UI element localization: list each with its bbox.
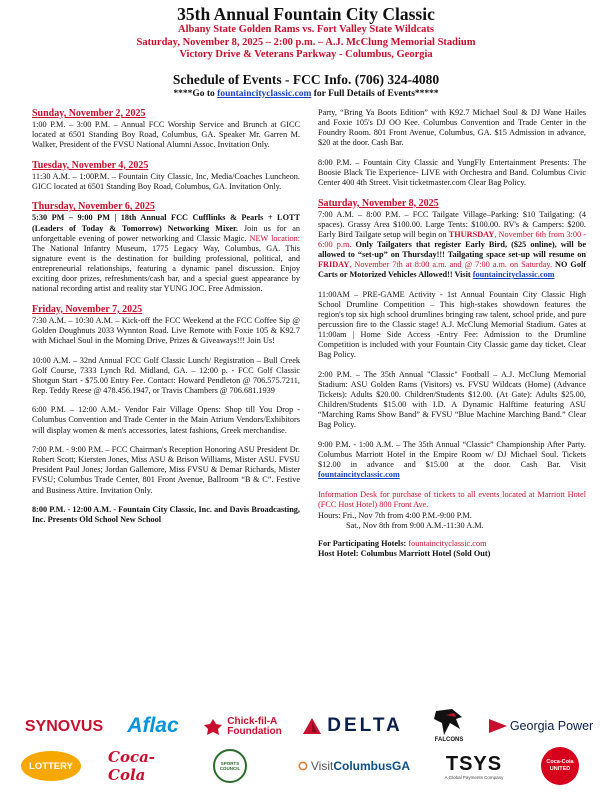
info-desk: Information Desk for purchase of tickets to all events located at Marriott Hotel (FCC Host Hotel) 800 Front Ave. <box>318 489 586 509</box>
date-line: Saturday, November 8, 2025 – 2:00 p.m. – A.J. McClung Memorial Stadium <box>136 36 476 48</box>
website-link[interactable]: fountaincityclassic.com <box>408 539 487 549</box>
delta-widget-icon <box>303 718 321 734</box>
tsys-logo: TSYS A Global Payments Company <box>444 752 504 780</box>
event-item: 8:00 P.M. - 12:00 A.M. - Fountain City Classic, Inc. and Davis Broadcasting, Inc. Presents Old School New School <box>32 505 300 525</box>
date-heading: Tuesday, November 4, 2025 <box>32 159 149 171</box>
event-item: 5:30 PM – 9:00 PM | 18th Annual FCC Cufflinks & Pearls + LOTT (Leaders of Today & Tomorrow) Networking Mixer. Join us for an unforgettable evening of power networking and Classic Magic. NEW location: The National Infantry Museum, 1775 Legacy Way, Columbus, GA. This signature event is the destination for building professional, political, and entrepreneurial relationships, featuring a dynamic panel discussion. Enjoy exciting door prizes, refreshments/cash bar, and a special guest appearance by national recording artist and reality star YUNG JOC. Free Admission. <box>32 213 300 294</box>
sports-council-logo: SPORTS COUNCIL <box>206 748 254 784</box>
falcons-logo: FALCONS <box>424 704 474 746</box>
event-item: 7:00 A.M. – 8:00 P.M. – FCC Tailgate Village–Parking: $10 Tailgating: (4 spaces). Grassy Area $100.00. Large Tents: $100.00. RV's & Campers: $200. Early Bird Tailgate setup will begin on THURSDAY, November 6th from 3:00 - 6:00 p.m. Only Tailgaters that register Early Bird, ($25 online), will be allowed to “set-up” on Thursday!!! Tailgating space set-up will resume on FRIDAY, November 7th at 8:00 a.m. and @ 7:00 a.m. on Saturday. NO Golf Carts or Motorized Vehicles Allowed!! Visit fountaincityclassic.com <box>318 209 586 280</box>
event-title: 35th Annual Fountain City Classic <box>177 4 435 24</box>
participating-hotels: For Participating Hotels: fountaincityclassic.com <box>318 539 487 549</box>
date-heading: Saturday, November 8, 2025 <box>318 197 439 209</box>
event-item: 9:00 P.M. - 1:00 A.M. – The 35th Annual “Classic” Championship After Party. Columbus Marriott Hotel in the Empire Room w/ DJ Michael Soul. Tickets $12.00 in advance and $15.00 at the door. Cash Bar. Visit fountaincityclassic.com <box>318 440 586 480</box>
venue-line: Victory Drive & Veterans Parkway - Columbus, Georgia <box>179 49 433 60</box>
falcon-icon <box>432 707 466 737</box>
chickfila-logo: Chick-fil-A Foundation <box>196 712 288 742</box>
event-item: 8:00 P.M. – Fountain City Classic and YungFly Entertainment Presents: The Boosie Black Tie Experience- LIVE with Orchestra and Band. Columbus Civic Center 400 4th Street. Visit ticketmaster.com Clear Bag Policy. <box>318 157 586 188</box>
schedule-title: Schedule of Events - FCC Info. (706) 324-4080 <box>172 71 440 87</box>
header <box>0 0 612 100</box>
right-column <box>318 108 586 698</box>
website-link[interactable]: fountaincityclassic.com <box>472 270 555 280</box>
left-column <box>32 108 300 698</box>
host-hotel: Host Hotel: Columbus Marriott Hotel (Sold Out) <box>318 549 491 559</box>
visit-columbus-logo: Visit ColumbusGA <box>298 754 410 778</box>
schedule-columns <box>32 108 586 698</box>
date-heading: Thursday, November 6, 2025 <box>32 201 155 213</box>
lottery-logo: LOTTERY <box>20 750 82 782</box>
event-item: 7:00 P.M. - 9:00 P.M. – FCC Chairman's Reception Honoring ASU President Dr. Robert Scott; Kiersten Jones, Miss ASU & Brison Williams, Mister ASU. FVSU President Paul Jones; Jordan Gallemore, Miss FVSU & Demar Richards, Mister FVSU; Columbus Trade Center, 801 Front Avenue, Ballroom “B & C”. Festive and Business Attire. Invitation Only. <box>32 445 300 495</box>
chickfila-icon <box>202 716 224 738</box>
aflac-logo: Aflac <box>127 714 179 737</box>
cocacola-united-logo: Coca-Cola UNITED <box>538 746 582 786</box>
event-item: 11:00AM – PRE-GAME Activity - 1st Annual Fountain City Classic High School Drumline Competition – This high-stakes showdown features the region's top six high school drumlines bringing raw talent, school pride, and pure percussion fire to the Classic stage! A.J. McClung Memorial Stadium. Gates at 11:00am | Home Side Access -Entry Fee: Admission to the Drumline Competition is included with your Fountain City Classic game day ticket. Clear Bag Policy. <box>318 289 586 360</box>
website-link[interactable]: fountaincityclassic.com <box>318 470 400 480</box>
event-item: 11:30 A.M. – 1:00P.M. – Fountain City Classic, Inc, Media/Coaches Luncheon. GICC located at 6501 Standing Boy Road, Columbus, GA. Invitation Only. <box>32 171 300 191</box>
cocacola-logo: Coca-Cola <box>108 748 156 784</box>
georgia-power-icon <box>489 717 507 735</box>
event-item: Party, “Bring Ya Boots Edition” with K92.7 Michael Soul & DJ Wane Hailes and Foxie 105's DJ OO Kee. Columbus Convention and Trade Center in the Foundry Room. 801 Front Avenue, Columbus, GA. $15 Admission in advance, $20 at the door. Cash Bar. <box>318 108 586 148</box>
hours-fri: Hours: Fri., Nov 7th from 4:00 P.M.-9:00 P.M. <box>318 511 472 521</box>
event-item: 7:30 A.M. – 10:30 A.M. – Kick-off the FCC Weekend at the FCC Coffee Sip @ Golden Doughnuts 2033 Wynnton Road. Live Remote with Foxie 105 & K92.7 with Michael Soul in the Morning Drive, Prizes & Giveaways!!! Join Us! <box>32 315 300 345</box>
georgia-power-logo: Georgia Power <box>484 714 598 738</box>
date-heading: Friday, November 7, 2025 <box>32 303 143 315</box>
event-item: 1:00 P.M. – 3:00 P.M. – Annual FCC Worship Service and Brunch at GICC located at 6501 Standing Boy Road, Columbus, GA. Speaker Mr. Garren M. Walker, President of the FVSU National Alumni Assoc. Invitation Only. <box>32 120 300 150</box>
hours-sat: Sat., Nov 8th from 9:00 A.M.-11:30 A.M. <box>346 521 484 531</box>
visit-columbus-icon <box>298 758 308 774</box>
website-link[interactable]: fountaincityclassic.com <box>217 88 312 99</box>
date-heading: Sunday, November 2, 2025 <box>32 108 146 119</box>
event-item: 2:00 P.M. – The 35th Annual "Classic" Football – A.J. McClung Memorial Stadium: ASU Golden Rams (Visitors) vs. FVSU Wildcats (Home) (Advance Tickets): Adults $20.00. Children/Students $12.00. (At Gate): Adults $25.00, Children/Students $15.00 with I.D. A Dynamic Halftime featuring ASU “Marching Rams Show Band” & FVSU “Blue Machine Marching Band.” Clear Bag Policy. <box>318 369 586 430</box>
event-item: 6:00 P.M. – 12:00 A.M.- Vendor Fair Village Opens: Shop till You Drop - Columbus Convention and Trade Center in the Main Atrium Vendors/Exhibitors will display women & men's accessories, latest fashions, Greek merchandise. <box>32 405 300 435</box>
sponsor-logos <box>0 702 612 792</box>
website-line: ****Go to fountaincityclassic.com for Full Details of Events***** <box>173 88 439 99</box>
delta-logo: DELTA <box>298 714 408 738</box>
synovus-logo: SYNOVUS <box>24 718 104 735</box>
matchup-line: Albany State Golden Rams vs. Fort Valley State Wildcats <box>178 24 434 35</box>
event-item: 10:00 A.M. – 32nd Annual FCC Golf Classic Lunch/ Registration – Bull Creek Golf Course, 7333 Lynch Rd. Midland, GA. – 12:00 p. - FCC Golf Classic Shotgun Start - $75.00 Entry Fee. Contact: Howard Pendleton @ 706.575.7211, Rep. Teddy Reese @ 478.456.1947, or Travis Chambers @ 706.681.1939 <box>32 355 300 395</box>
